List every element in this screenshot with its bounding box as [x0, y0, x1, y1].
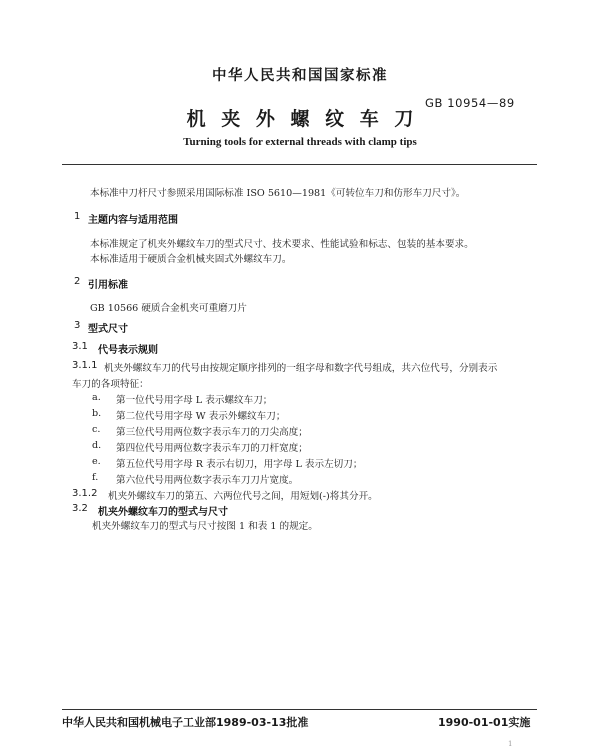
top-divider — [62, 164, 537, 165]
country-standard-heading: 中华人民共和国国家标准 — [212, 68, 388, 84]
section-3-1-number: 3.1 — [72, 341, 88, 352]
section-3-title: 型式尺寸 — [88, 324, 128, 335]
list-item-mark: f. — [92, 472, 99, 483]
section-1-paragraph-1: 本标准规定了机夹外螺纹车刀的型式尺寸、技术要求、性能试验和标志、包装的基本要求。 — [90, 239, 474, 250]
list-item-text: 第一位代号用字母 L 表示螺纹车刀； — [116, 395, 273, 406]
section-3-number: 3 — [74, 320, 81, 331]
approval-line: 中华人民共和国机械电子工业部1989-03-13批准 — [62, 716, 309, 729]
section-2-number: 2 — [74, 276, 81, 287]
section-3-1-1-text-line-2: 车刀的各项特征： — [72, 379, 149, 390]
list-item-mark: e. — [92, 456, 101, 467]
section-3-1-title: 代号表示规则 — [98, 345, 158, 356]
list-item-mark: c. — [92, 424, 101, 435]
section-3-2-text: 机夹外螺纹车刀的型式与尺寸按图 1 和表 1 的规定。 — [92, 521, 318, 532]
list-item-text: 第四位代号用两位数字表示车刀的刀杆宽度； — [116, 443, 308, 454]
page-corner-mark: 1 — [508, 740, 513, 748]
list-item-mark: b. — [92, 408, 102, 419]
effective-date: 1990-01-01实施 — [438, 716, 531, 729]
section-3-1-1-number: 3.1.1 — [72, 360, 98, 371]
document-title-english: Turning tools for external threads with clamp tips — [183, 136, 417, 148]
document-title: 机 夹 外 螺 纹 车 刀 — [186, 108, 414, 130]
section-2-title: 引用标准 — [88, 280, 128, 291]
section-3-2-title: 机夹外螺纹车刀的型式与尺寸 — [98, 507, 228, 518]
bottom-divider — [62, 709, 537, 710]
list-item-text: 第六位代号用两位数字表示车刀刀片宽度。 — [116, 475, 299, 486]
list-item-text: 第二位代号用字母 W 表示外螺纹车刀； — [116, 411, 286, 422]
section-1-paragraph-2: 本标准适用于硬质合金机械夹固式外螺纹车刀。 — [90, 254, 292, 265]
reference-standard: GB 10566 硬质合金机夹可重磨刀片 — [90, 303, 247, 314]
section-3-1-1-text-line-1: 机夹外螺纹车刀的代号由按规定顺序排列的一组字母和数字代号组成，共六位代号，分别表示 — [104, 363, 498, 374]
section-3-1-2-text: 机夹外螺纹车刀的第五、六两位代号之间，用短划(-)将其分开。 — [108, 491, 378, 502]
intro-paragraph: 本标准中刀杆尺寸参照采用国际标准 ISO 5610—1981《可转位车刀和仿形车刀尺寸》。 — [90, 188, 466, 199]
section-3-1-2-number: 3.1.2 — [72, 488, 98, 499]
section-1-title: 主题内容与适用范围 — [88, 215, 178, 226]
list-item-text: 第五位代号用字母 R 表示右切刀，用字母 L 表示左切刀； — [116, 459, 363, 470]
standard-code: GB 10954—89 — [425, 96, 515, 110]
list-item-mark: a. — [92, 392, 101, 403]
section-3-2-number: 3.2 — [72, 503, 88, 514]
list-item-mark: d. — [92, 440, 102, 451]
list-item-text: 第三位代号用两位数字表示车刀的刀尖高度； — [116, 427, 308, 438]
section-1-number: 1 — [74, 211, 81, 222]
